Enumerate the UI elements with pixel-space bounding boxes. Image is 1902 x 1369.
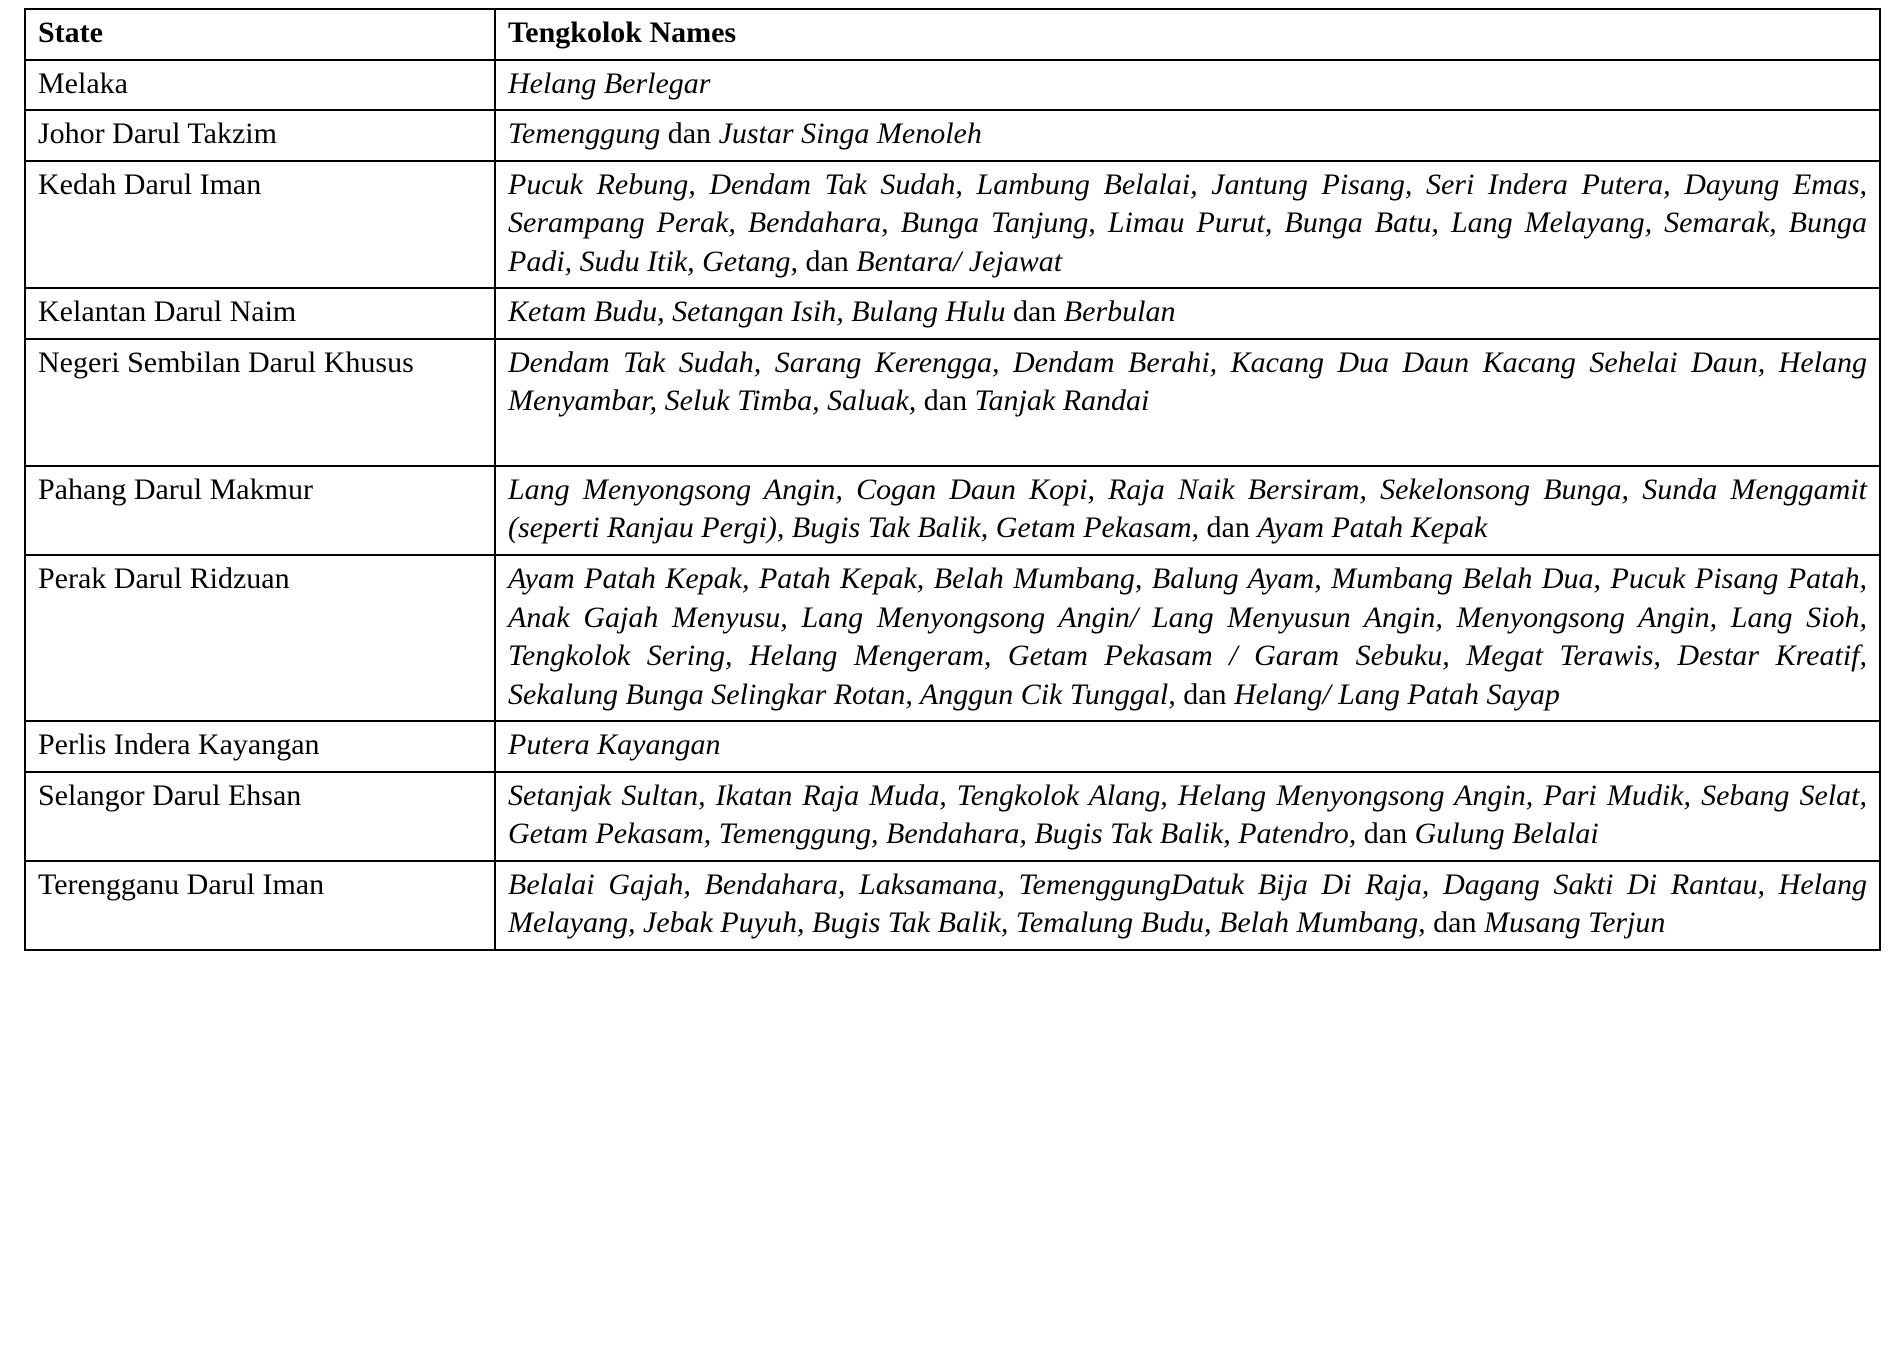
state-cell: Johor Darul Takzim xyxy=(25,110,495,161)
state-cell: Selangor Darul Ehsan xyxy=(25,772,495,861)
state-cell: Perlis Indera Kayangan xyxy=(25,721,495,772)
tengkolok-names-cell: Pucuk Rebung, Dendam Tak Sudah, Lambung Belalai, Jantung Pisang, Seri Indera Putera, Dayung Emas, Serampang Perak, Bendahara, Bunga Tanjung, Limau Purut, Bunga Batu, Lang Melayang, Semarak, Bunga Padi, Sudu Itik, Getang, dan Bentara/ Jejawat xyxy=(495,161,1880,289)
tengkolok-names-cell: Helang Berlegar xyxy=(495,60,1880,111)
tengkolok-names-cell: Dendam Tak Sudah, Sarang Kerengga, Dendam Berahi, Kacang Dua Daun Kacang Sehelai Daun, Helang Menyambar, Seluk Timba, Saluak, dan Tanjak Randai xyxy=(495,339,1880,466)
table-row xyxy=(25,861,1880,950)
column-header-tengkolok-names: Tengkolok Names xyxy=(495,9,1880,60)
table-row xyxy=(25,288,1880,339)
tengkolok-names-cell: Lang Menyongsong Angin, Cogan Daun Kopi, Raja Naik Bersiram, Sekelonsong Bunga, Sunda Menggamit (seperti Ranjau Pergi), Bugis Tak Balik, Getam Pekasam, dan Ayam Patah Kepak xyxy=(495,466,1880,555)
state-cell: Melaka xyxy=(25,60,495,111)
table-row xyxy=(25,60,1880,111)
tengkolok-names-table xyxy=(24,8,1881,951)
state-cell: Kedah Darul Iman xyxy=(25,161,495,289)
table-row xyxy=(25,339,1880,466)
state-cell: Kelantan Darul Naim xyxy=(25,288,495,339)
column-header-state: State xyxy=(25,9,495,60)
state-cell: Negeri Sembilan Darul Khusus xyxy=(25,339,495,466)
table-row xyxy=(25,555,1880,721)
table-row xyxy=(25,721,1880,772)
table-row xyxy=(25,110,1880,161)
tengkolok-names-cell: Ketam Budu, Setangan Isih, Bulang Hulu dan Berbulan xyxy=(495,288,1880,339)
table-header xyxy=(25,9,1880,60)
table-row xyxy=(25,466,1880,555)
table-body xyxy=(25,60,1880,950)
tengkolok-names-cell: Ayam Patah Kepak, Patah Kepak, Belah Mumbang, Balung Ayam, Mumbang Belah Dua, Pucuk Pisang Patah, Anak Gajah Menyusu, Lang Menyongsong Angin/ Lang Menyusun Angin, Menyongsong Angin, Lang Sioh, Tengkolok Sering, Helang Mengeram, Getam Pekasam / Garam Sebuku, Megat Terawis, Destar Kreatif, Sekalung Bunga Selingkar Rotan, Anggun Cik Tunggal, dan Helang/ Lang Patah Sayap xyxy=(495,555,1880,721)
cell-spacer xyxy=(508,421,1867,459)
tengkolok-names-cell: Belalai Gajah, Bendahara, Laksamana, TemenggungDatuk Bija Di Raja, Dagang Sakti Di Rantau, Helang Melayang, Jebak Puyuh, Bugis Tak Balik, Temalung Budu, Belah Mumbang, dan Musang Terjun xyxy=(495,861,1880,950)
tengkolok-names-cell: Temenggung dan Justar Singa Menoleh xyxy=(495,110,1880,161)
table-row xyxy=(25,772,1880,861)
state-cell: Terengganu Darul Iman xyxy=(25,861,495,950)
state-cell: Perak Darul Ridzuan xyxy=(25,555,495,721)
tengkolok-names-cell: Setanjak Sultan, Ikatan Raja Muda, Tengkolok Alang, Helang Menyongsong Angin, Pari Mudik, Sebang Selat, Getam Pekasam, Temenggung, Bendahara, Bugis Tak Balik, Patendro, dan Gulung Belalai xyxy=(495,772,1880,861)
table-row xyxy=(25,161,1880,289)
state-cell: Pahang Darul Makmur xyxy=(25,466,495,555)
tengkolok-names-cell: Putera Kayangan xyxy=(495,721,1880,772)
header-row xyxy=(25,9,1880,60)
